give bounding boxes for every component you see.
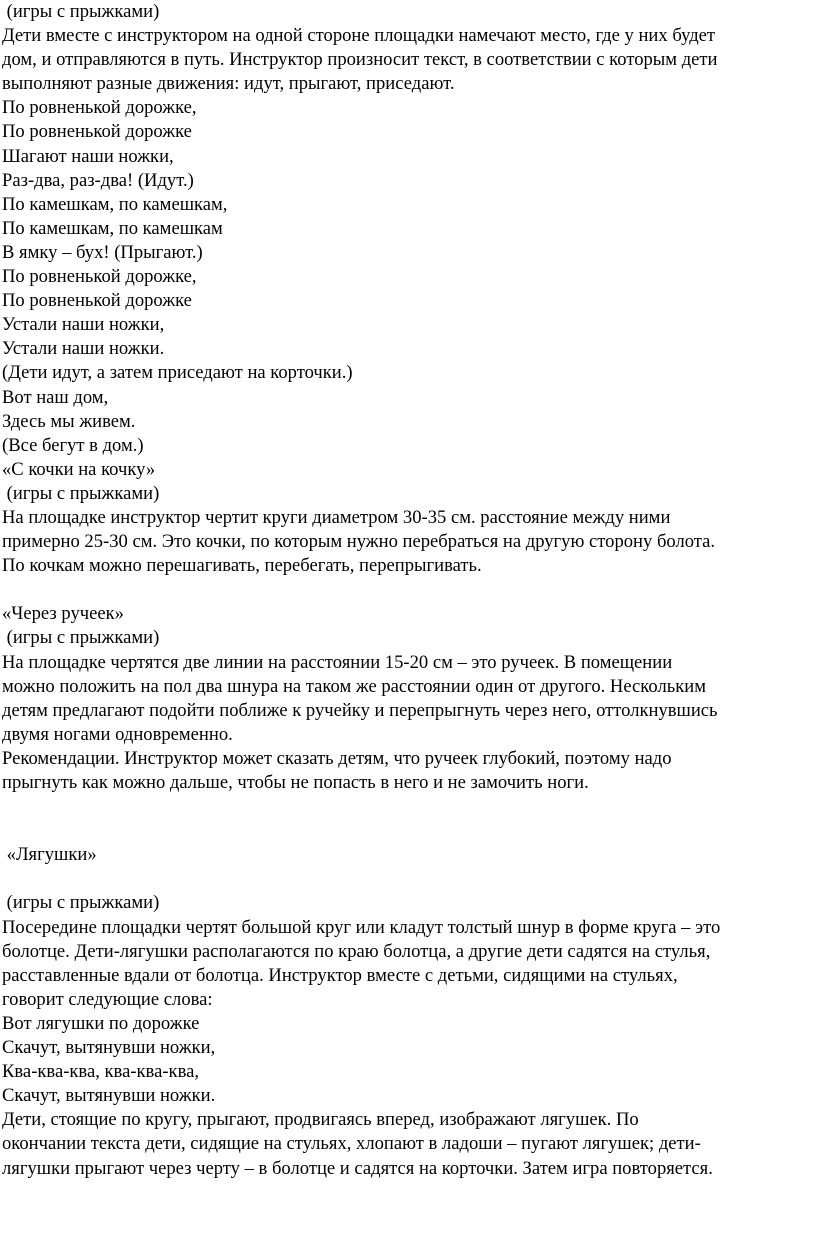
text-line: Вот лягушки по дорожке bbox=[2, 1012, 200, 1034]
text-line: По ровненькой дорожке bbox=[2, 121, 192, 143]
text-line: Дети вместе с инструктором на одной стороне площадки намечают место, где у них будет bbox=[2, 25, 716, 47]
text-line: болотце. Дети-лягушки располагаются по краю болотца, а другие дети садятся на стулья, bbox=[2, 940, 711, 962]
text-line: (игры с прыжками) bbox=[2, 892, 160, 914]
text-line: прыгнуть как можно дальше, чтобы не попасть в него и не замочить ноги. bbox=[2, 772, 589, 793]
text-line: (игры с прыжками) bbox=[2, 482, 160, 504]
text-line: На площадке чертятся две линии на расстоянии 15-20 см – это ручеек. В помещении bbox=[2, 651, 673, 673]
text-line: окончании текста дети, сидящие на стульях, хлопают в ладоши – пугают лягушек; дети- bbox=[2, 1133, 701, 1155]
text-line: По ровненькой дорожке, bbox=[2, 266, 197, 288]
text-line: примерно 25-30 см. Это кочки, по которым нужно перебраться на другую сторону болота. bbox=[2, 531, 716, 553]
text-line: выполняют разные движения: идут, прыгают, приседают. bbox=[2, 73, 455, 95]
text-line: можно положить на пол два шнура на таком же расстоянии один от другого. Нескольким bbox=[2, 675, 706, 697]
text-line: (Дети идут, а затем приседают на корточки.) bbox=[2, 362, 353, 384]
text-line: «Лягушки» bbox=[2, 844, 97, 866]
text-line: Скачут, вытянувши ножки, bbox=[2, 1037, 216, 1059]
text-line: Устали наши ножки, bbox=[2, 314, 165, 336]
text-line: Дети, стоящие по кругу, прыгают, продвигаясь вперед, изображают лягушек. По bbox=[2, 1109, 639, 1131]
document-body bbox=[2, 0, 814, 1181]
text-line: По ровненькой дорожке, bbox=[2, 97, 197, 119]
text-line: (игры с прыжками) bbox=[2, 627, 160, 649]
blank-line bbox=[2, 578, 814, 602]
text-line: Скачут, вытянувши ножки. bbox=[2, 1085, 216, 1107]
text-line: В ямку – бух! (Прыгают.) bbox=[2, 241, 203, 263]
blank-line bbox=[2, 819, 814, 843]
text-line: «С кочки на кочку» bbox=[2, 458, 156, 480]
text-line: Шагают наши ножки, bbox=[2, 145, 174, 167]
text-line: «Через ручеек» bbox=[2, 603, 124, 625]
text-line: двумя ногами одновременно. bbox=[2, 723, 233, 745]
blank-line bbox=[2, 795, 814, 819]
text-line: Рекомендации. Инструктор может сказать детям, что ручеек глубокий, поэтому надо bbox=[2, 747, 672, 769]
text-line: детям предлагают подойти поближе к ручейку и перепрыгнуть через него, оттолкнувшись bbox=[2, 699, 718, 721]
text-line: говорит следующие слова: bbox=[2, 988, 213, 1010]
text-line: Посередине площадки чертят большой круг или кладут толстый шнур в форме круга – это bbox=[2, 916, 721, 938]
text-line: Устали наши ножки. bbox=[2, 338, 165, 360]
text-line: На площадке инструктор чертит круги диаметром 30-35 см. расстояние между ними bbox=[2, 506, 671, 528]
text-line: По камешкам, по камешкам, bbox=[2, 193, 228, 215]
text-line: Ква-ква-ква, ква-ква-ква, bbox=[2, 1061, 200, 1083]
text-line: лягушки прыгают через черту – в болотце и садятся на корточки. Затем игра повторяется. bbox=[2, 1157, 713, 1179]
text-line: Здесь мы живем. bbox=[2, 410, 136, 432]
text-line: Раз-два, раз-два! (Идут.) bbox=[2, 169, 194, 191]
text-line: По кочкам можно перешагивать, перебегать, перепрыгивать. bbox=[2, 555, 482, 577]
text-line: По ровненькой дорожке bbox=[2, 290, 192, 312]
text-line: Вот наш дом, bbox=[2, 386, 109, 408]
text-line: (Все бегут в дом.) bbox=[2, 434, 144, 456]
text-line: расставленные вдали от болотца. Инструктор вместе с детьми, сидящими на стульях, bbox=[2, 964, 678, 986]
text-line: По камешкам, по камешкам bbox=[2, 217, 223, 239]
blank-line bbox=[2, 867, 814, 891]
text-line: дом, и отправляются в путь. Инструктор произносит текст, в соответствии с которым дети bbox=[2, 49, 718, 71]
text-line: (игры с прыжками) bbox=[2, 1, 160, 22]
